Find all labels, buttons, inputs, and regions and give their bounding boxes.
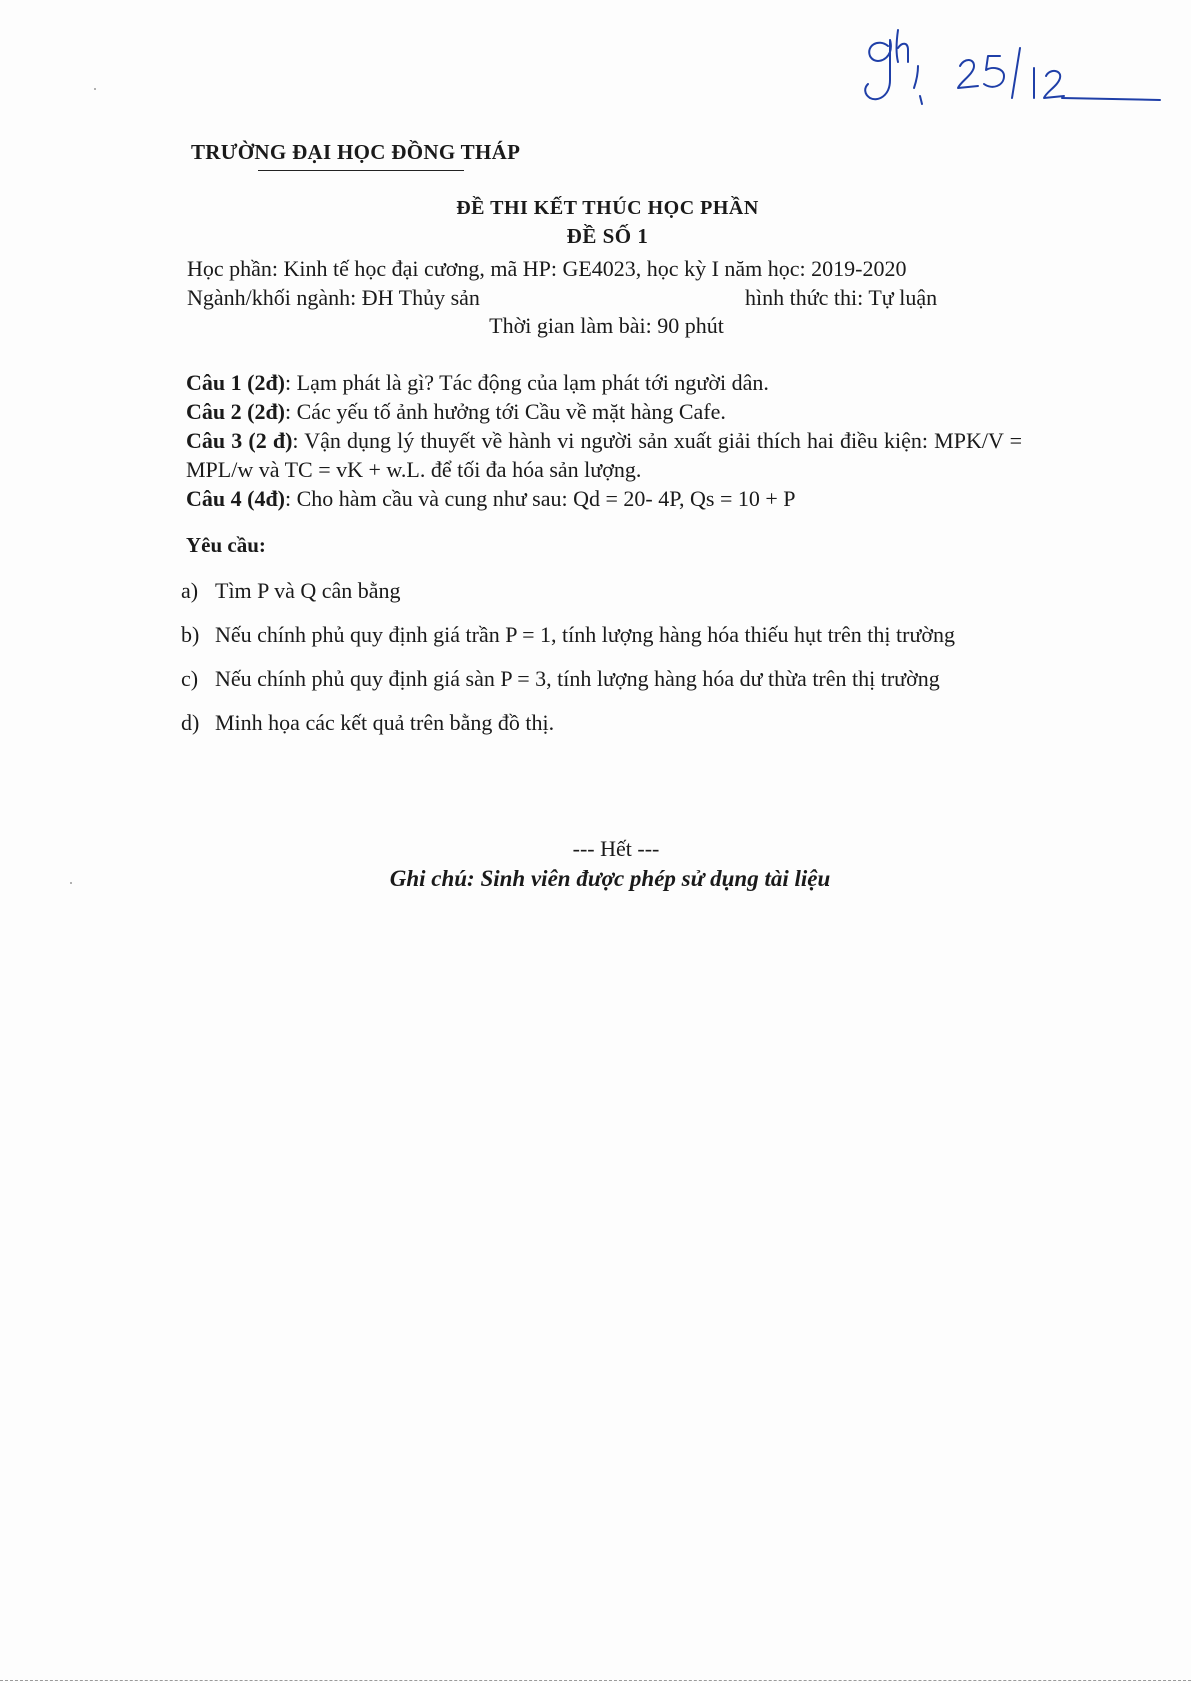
- exam-number: ĐỀ SỐ 1: [566, 224, 649, 248]
- requirement-item: [181, 701, 1019, 745]
- requirement-text: Tìm P và Q cân bằng: [215, 578, 401, 603]
- footer-note: Ghi chú: Sinh viên được phép sử dụng tài liệu: [389, 866, 831, 891]
- school-name-underline: [258, 170, 464, 171]
- question-text: : Vận dụng lý thuyết về hành vi người sản xuất giải thích hai điều kiện: MPK/V = MPL/w và TC = vK + w.L. để tối đa hóa sản lượng.: [186, 428, 1022, 482]
- question-2: [186, 397, 1022, 426]
- question-label: Câu 2 (2đ): [186, 399, 286, 424]
- question-label: Câu 1 (2đ): [186, 370, 286, 395]
- requirement-item: [181, 657, 1019, 701]
- requirement-item: [181, 613, 1019, 657]
- question-3: [186, 426, 1022, 484]
- requirement-marker: a): [181, 578, 199, 603]
- school-name: TRƯỜNG ĐẠI HỌC ĐỒNG THÁP: [191, 140, 521, 164]
- requirement-text: Minh họa các kết quả trên bằng đồ thị.: [215, 710, 555, 735]
- course-info: Học phần: Kinh tế học đại cương, mã HP: GE4023, học kỳ I năm học: 2019-2020: [187, 256, 907, 281]
- questions: [186, 368, 1022, 513]
- scan-edge-line: [0, 1680, 1191, 1681]
- question-label: Câu 4 (4đ): [186, 486, 286, 511]
- requirement-text: Nếu chính phủ quy định giá trần P = 1, tính lượng hàng hóa thiếu hụt trên thị trường: [215, 622, 955, 647]
- requirement-marker: c): [181, 666, 199, 691]
- question-4: [186, 484, 1022, 513]
- end-mark: --- Hết ---: [572, 836, 660, 861]
- requirements-list: [181, 569, 1019, 745]
- requirements-title: Yêu cầu:: [186, 533, 266, 557]
- exam-format: hình thức thi: Tự luận: [745, 285, 938, 310]
- handwritten-note: [850, 18, 1170, 108]
- question-1: [186, 368, 1022, 397]
- question-text: : Lạm phát là gì? Tác động của lạm phát tới người dân.: [285, 370, 769, 395]
- scan-speck: [94, 88, 96, 90]
- requirement-item: [181, 569, 1019, 613]
- requirement-marker: d): [181, 710, 200, 735]
- major-info: Ngành/khối ngành: ĐH Thủy sản: [187, 285, 480, 310]
- question-text: : Các yếu tố ảnh hưởng tới Cầu về mặt hàng Cafe.: [285, 399, 726, 424]
- requirement-marker: b): [181, 622, 200, 647]
- scan-speck: [70, 882, 72, 884]
- question-text: : Cho hàm cầu và cung như sau: Qd = 20- 4P, Qs = 10 + P: [285, 486, 796, 511]
- exam-title: ĐỀ THI KẾT THÚC HỌC PHẦN: [456, 197, 759, 219]
- question-label: Câu 3 (2 đ): [186, 428, 293, 453]
- requirement-text: Nếu chính phủ quy định giá sàn P = 3, tính lượng hàng hóa dư thừa trên thị trường: [215, 666, 940, 691]
- exam-duration: Thời gian làm bài: 90 phút: [489, 313, 724, 338]
